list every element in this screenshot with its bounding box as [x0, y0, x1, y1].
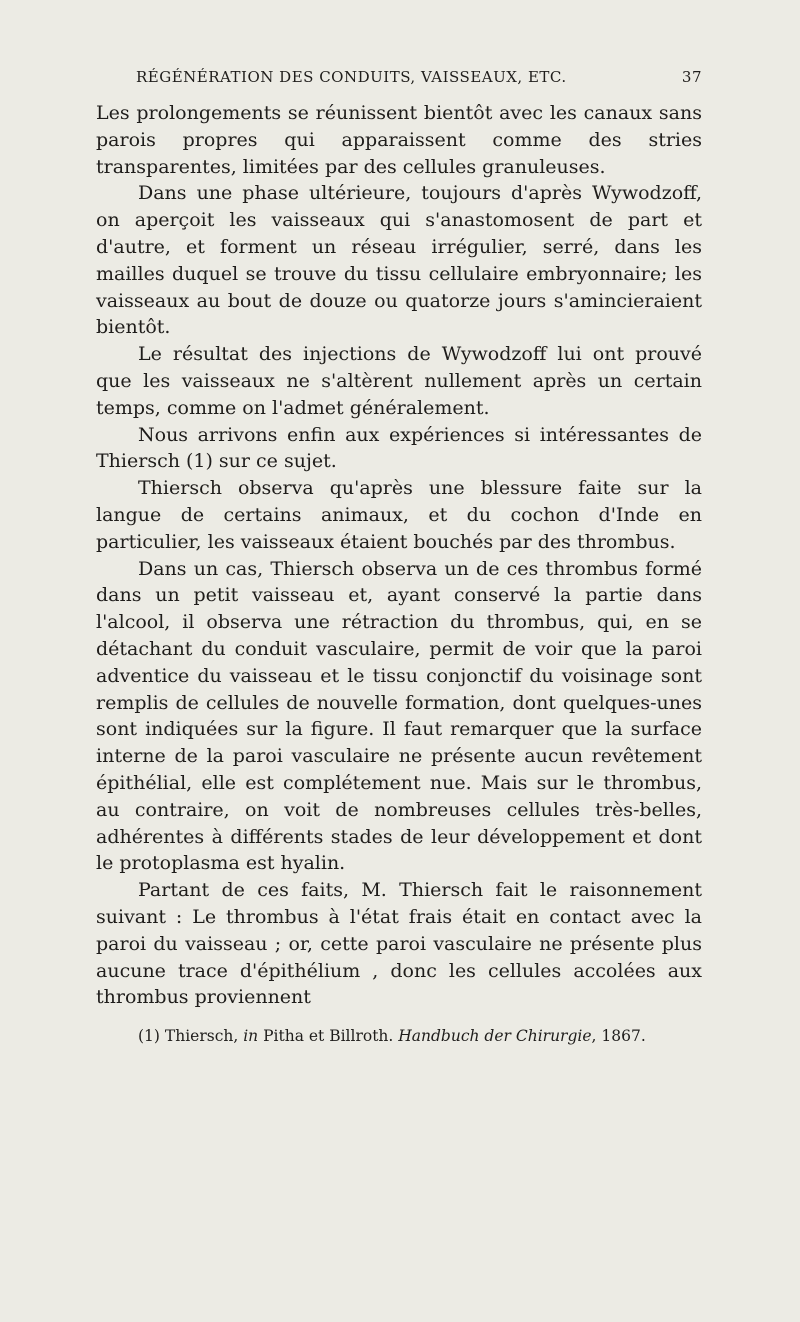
paragraph: Partant de ces faits, M. Thiersch fait le raisonnement suivant : Le thrombus à l'état frais était en contact avec la paroi du vaisseau ; or, cette paroi vasculaire ne présente plus aucune trace d'épithélium , donc les cellules accolées aux thrombus proviennent: [96, 879, 702, 1009]
footnote-title: Handbuch der Chirurgie: [398, 1027, 592, 1046]
paragraph: Dans un cas, Thiersch observa un de ces thrombus formé dans un petit vaisseau et, ayant conservé la partie dans l'alcool, il observa une rétraction du thrombus, qui, en se détachant du conduit vasculaire, permit de voir que la paroi adventice du vaisseau et le tissu conjonctif du voisinage sont remplis de cellules de nouvelle formation, dont quelques-unes sont indiquées sur la figure. Il faut remarquer que la surface interne de la paroi vasculaire ne présente aucun revêtement épithélial, elle est complétement nue. Mais sur le thrombus, au contraire, on voit de nombreuses cellules très-belles, adhérentes à différents stades de leur développement et dont le protoplasma est hyalin.: [96, 557, 702, 875]
page-number: 37: [681, 68, 702, 86]
paragraph: Le résultat des injections de Wywodzoff lui ont prouvé que les vaisseaux ne s'altèrent nullement après un certain temps, comme on l'admet généralement.: [96, 343, 702, 419]
footnote-middle: Pitha et Billroth.: [258, 1027, 399, 1046]
footnote: [96, 1025, 702, 1047]
running-head-title: RÉGÉNÉRATION DES CONDUITS, VAISSEAUX, ETC.: [136, 68, 567, 86]
paragraph: Nous arrivons enfin aux expériences si intéressantes de Thiersch (1) sur ce sujet.: [96, 423, 702, 473]
footnote-in: in: [243, 1027, 259, 1046]
body-text: [96, 100, 702, 1011]
footnote-prefix: (1) Thiersch,: [138, 1027, 244, 1046]
paragraph: Thiersch observa qu'après une blessure faite sur la langue de certains animaux, et du cochon d'Inde en particulier, les vaisseaux étaient bouchés par des thrombus.: [96, 477, 702, 553]
paragraph: Les prolongements se réunissent bientôt avec les canaux sans parois propres qui apparaissent comme des stries transparentes, limitées par des cellules granuleuses.: [96, 102, 702, 178]
footnote-suffix: , 1867.: [591, 1027, 646, 1046]
running-head: [136, 68, 702, 86]
paragraph: Dans une phase ultérieure, toujours d'après Wywodzoff, on aperçoit les vaisseaux qui s'anastomosent de part et d'autre, et forment un réseau irrégulier, serré, dans les mailles duquel se trouve du tissu cellulaire embryonnaire; les vaisseaux au bout de douze ou quatorze jours s'amincieraient bientôt.: [96, 182, 702, 339]
